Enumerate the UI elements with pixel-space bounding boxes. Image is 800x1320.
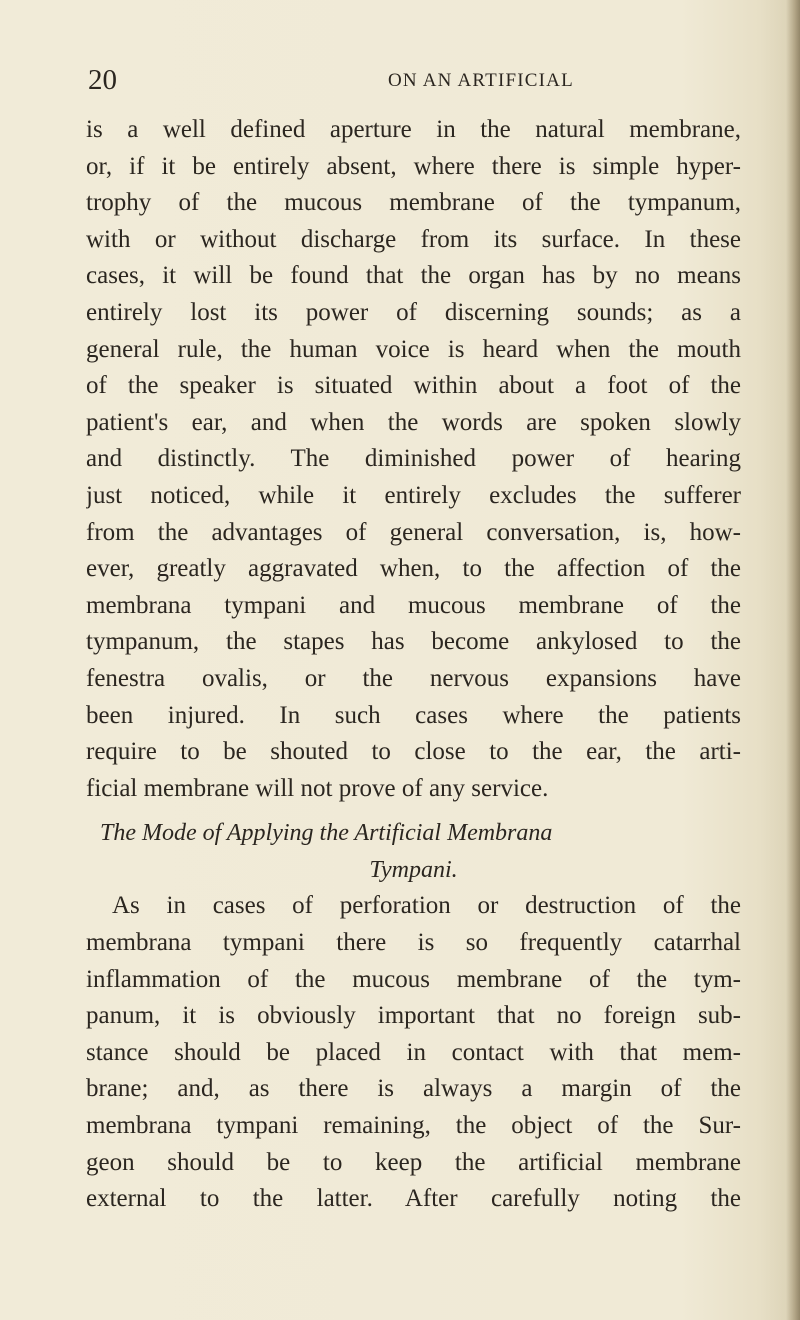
- text-line: trophy of the mucous membrane of the tympanum,: [86, 189, 741, 217]
- text-line: from the advantages of general conversation, is, how-: [86, 518, 741, 546]
- text-line: and distinctly. The diminished power of hearing: [86, 445, 741, 473]
- text-line: membrana tympani remaining, the object of the Sur-: [86, 1112, 741, 1140]
- text-line: or, if it be entirely absent, where there is simple hyper-: [86, 152, 741, 180]
- text-line: As in cases of perforation or destruction of the: [112, 892, 741, 920]
- text-line: cases, it will be found that the organ has by no means: [86, 262, 741, 290]
- text-line: tympanum, the stapes has become ankylosed to the: [86, 628, 741, 656]
- text-line: stance should be placed in contact with that mem-: [86, 1038, 741, 1066]
- text-line: fenestra ovalis, or the nervous expansions have: [86, 664, 741, 692]
- section-heading: [86, 815, 741, 888]
- text-line: geon should be to keep the artificial membrane: [86, 1148, 741, 1176]
- section-heading-line: The Mode of Applying the Artificial Membrana: [100, 820, 553, 847]
- text-line: inflammation of the mucous membrane of the tym-: [86, 965, 741, 993]
- section-heading-line: Tympani.: [369, 856, 458, 883]
- page-edge-shadow: [786, 0, 800, 1320]
- text-line: ever, greatly aggravated when, to the affection of the: [86, 555, 741, 583]
- text-line: is a well defined aperture in the natural membrane,: [86, 116, 741, 143]
- text-line: external to the latter. After carefully noting the: [86, 1185, 741, 1213]
- text-line: patient's ear, and when the words are spoken slowly: [86, 408, 741, 436]
- text-line: require to be shouted to close to the ear, the arti-: [86, 738, 741, 766]
- text-line: just noticed, while it entirely excludes the sufferer: [86, 481, 741, 509]
- paragraph-2: [86, 888, 741, 1217]
- text-line: general rule, the human voice is heard when the mouth: [86, 335, 741, 363]
- text-line: of the speaker is situated within about a foot of the: [86, 372, 741, 400]
- text-line: panum, it is obviously important that no foreign sub-: [86, 1002, 741, 1030]
- running-title: ON AN ARTIFICIAL: [388, 70, 574, 91]
- text-block: [86, 112, 741, 1218]
- text-line: brane; and, as there is always a margin of the: [86, 1075, 741, 1103]
- text-line: entirely lost its power of discerning sounds; as a: [86, 298, 741, 326]
- text-line: been injured. In such cases where the patients: [86, 701, 741, 729]
- running-head: [88, 62, 738, 98]
- text-line: ficial membrane will not prove of any service.: [86, 774, 549, 802]
- text-line: membrana tympani and mucous membrane of the: [86, 591, 741, 619]
- page-number: 20: [88, 64, 117, 96]
- paragraph-1: [86, 112, 741, 807]
- text-line: membrana tympani there is so frequently catarrhal: [86, 929, 741, 957]
- text-line: with or without discharge from its surface. In these: [86, 225, 741, 253]
